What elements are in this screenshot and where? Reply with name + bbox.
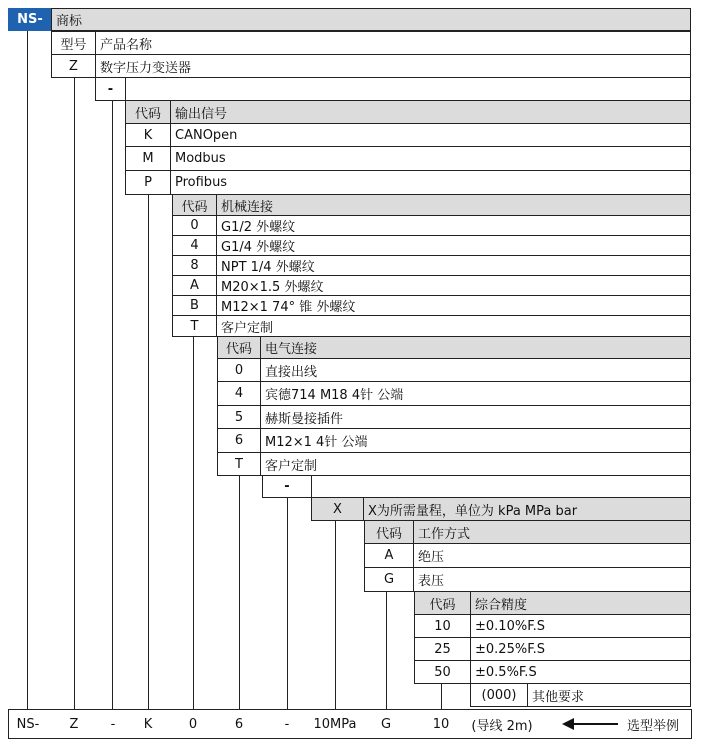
mode-label: 绝压 bbox=[413, 543, 691, 568]
accuracy-code: (000) bbox=[470, 683, 528, 707]
example-code: 10MPa bbox=[313, 716, 357, 732]
range-code: X bbox=[311, 497, 364, 521]
example-code: NS- bbox=[16, 716, 40, 732]
product-name: 数字压力变送器 bbox=[95, 54, 691, 78]
accuracy-code-header: 代码 bbox=[414, 591, 471, 615]
tree-line bbox=[148, 194, 149, 710]
tree-line bbox=[287, 497, 288, 710]
tree-line bbox=[441, 683, 442, 710]
elec-code: 6 bbox=[217, 428, 261, 453]
elec-code: 5 bbox=[217, 405, 261, 429]
mech-code: 4 bbox=[172, 235, 217, 256]
mode-code: A bbox=[364, 543, 414, 568]
tree-line bbox=[27, 30, 28, 710]
accuracy-code: 10 bbox=[414, 614, 471, 638]
example-code: 6 bbox=[234, 716, 244, 732]
output-label: Modbus bbox=[170, 146, 691, 171]
mech-label: M20×1.5 外螺纹 bbox=[216, 275, 691, 296]
mode-code-header: 代码 bbox=[364, 520, 414, 544]
tree-line bbox=[335, 520, 336, 710]
accuracy-code: 25 bbox=[414, 637, 471, 661]
mech-label: 客户定制 bbox=[216, 315, 691, 337]
output-label: CANOpen bbox=[170, 123, 691, 147]
example-code: 10 bbox=[432, 716, 450, 732]
example-label: 选型举例 bbox=[626, 718, 679, 734]
elec-label: 客户定制 bbox=[260, 452, 691, 476]
example-code: Z bbox=[69, 716, 79, 732]
model-code: Z bbox=[51, 54, 96, 78]
product-name-label: 产品名称 bbox=[95, 31, 691, 55]
accuracy-code: 50 bbox=[414, 660, 471, 684]
output-title: 输出信号 bbox=[170, 100, 691, 124]
elec-code: T bbox=[217, 452, 261, 476]
elec-label: M12×1 4针 公端 bbox=[260, 428, 691, 453]
model-label: 型号 bbox=[51, 31, 96, 55]
elec-code-header: 代码 bbox=[217, 336, 261, 359]
tree-line bbox=[112, 101, 113, 710]
example-code: - bbox=[284, 716, 290, 732]
tree-line bbox=[74, 78, 75, 710]
brand-prefix: NS- bbox=[8, 8, 52, 31]
mech-title: 机械连接 bbox=[216, 194, 691, 216]
mech-code: A bbox=[172, 275, 217, 296]
mech-label: G1/2 外螺纹 bbox=[216, 215, 691, 236]
accuracy-label: ±0.25%F.S bbox=[470, 637, 691, 661]
elec-label: 直接出线 bbox=[260, 358, 691, 382]
output-label: Profibus bbox=[170, 170, 691, 195]
accuracy-label: 其他要求 bbox=[527, 683, 691, 707]
mech-label: G1/4 外螺纹 bbox=[216, 235, 691, 256]
separator-dash: - bbox=[95, 77, 126, 101]
example-code: - bbox=[110, 716, 116, 732]
mode-label: 表压 bbox=[413, 567, 691, 592]
example-row-right bbox=[691, 709, 692, 739]
mode-title: 工作方式 bbox=[413, 520, 691, 544]
separator-row bbox=[125, 77, 691, 101]
tree-line bbox=[239, 475, 240, 710]
mech-code: T bbox=[172, 315, 217, 337]
elec-code: 0 bbox=[217, 358, 261, 382]
mech-label: M12×1 74° 锥 外螺纹 bbox=[216, 295, 691, 316]
mech-code-header: 代码 bbox=[172, 194, 217, 216]
separator-row bbox=[311, 475, 691, 498]
mech-code: 8 bbox=[172, 255, 217, 276]
output-code: M bbox=[125, 146, 171, 171]
elec-label: 赫斯曼接插件 bbox=[260, 405, 691, 429]
example-note: (导线 2m) bbox=[471, 718, 533, 734]
output-code: K bbox=[125, 123, 171, 147]
mode-code: G bbox=[364, 567, 414, 592]
example-row-bottom bbox=[8, 738, 692, 739]
elec-code: 4 bbox=[217, 381, 261, 406]
example-code: K bbox=[143, 716, 153, 732]
mech-label: NPT 1/4 外螺纹 bbox=[216, 255, 691, 276]
accuracy-label: ±0.10%F.S bbox=[470, 614, 691, 638]
accuracy-title: 综合精度 bbox=[470, 591, 691, 615]
example-code: 0 bbox=[188, 716, 198, 732]
example-code: G bbox=[380, 716, 392, 732]
range-label: X为所需量程，单位为 kPa MPa bar bbox=[363, 497, 691, 521]
output-code: P bbox=[125, 170, 171, 195]
accuracy-label: ±0.5%F.S bbox=[470, 660, 691, 684]
brand-label: 商标 bbox=[51, 8, 691, 31]
output-code-header: 代码 bbox=[125, 100, 171, 124]
arrow-left-icon bbox=[560, 710, 620, 738]
tree-line bbox=[386, 591, 387, 710]
elec-title: 电气连接 bbox=[260, 336, 691, 359]
mech-code: 0 bbox=[172, 215, 217, 236]
separator-dash: - bbox=[262, 475, 312, 498]
mech-code: B bbox=[172, 295, 217, 316]
elec-label: 宾德714 M18 4针 公端 bbox=[260, 381, 691, 406]
tree-line bbox=[193, 336, 194, 710]
